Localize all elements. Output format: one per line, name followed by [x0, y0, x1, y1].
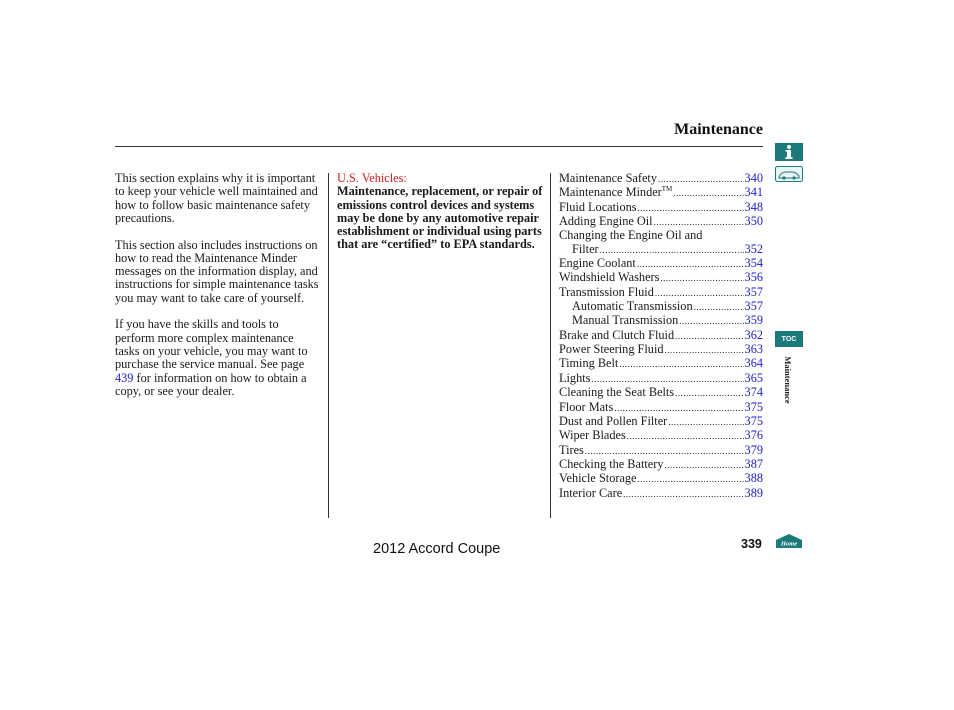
toc-entry-label: Filter: [572, 241, 599, 256]
notice-text: Maintenance, replacement, or repair of emissions control devices and systems may be done by any automotive repair establishment or individual using parts that are “certified” to EPA standards.: [337, 184, 543, 252]
toc-entry-page[interactable]: 379: [744, 442, 763, 457]
toc-entry-label: Fluid Locations: [559, 199, 637, 214]
toc-entry-label: Maintenance Safety: [559, 171, 657, 185]
toc-entry-page[interactable]: 375: [744, 413, 763, 428]
leader-dots: [637, 258, 744, 271]
page-number: 339: [741, 537, 762, 551]
toc-entry-page[interactable]: 357: [744, 284, 763, 299]
home-icon: [775, 533, 803, 549]
leader-dots: [655, 287, 744, 300]
leader-dots: [591, 373, 743, 386]
leader-dots: [600, 244, 744, 257]
page-link-439[interactable]: 439: [115, 370, 134, 385]
toc-entry-label: Wiper Blades: [559, 428, 626, 443]
leader-dots: [665, 459, 744, 472]
notice-label: U.S. Vehicles:: [337, 171, 407, 185]
leader-dots: [694, 301, 744, 314]
toc-entry[interactable]: [559, 201, 763, 215]
toc-entry-page[interactable]: 362: [744, 327, 763, 342]
toc-entry-label: Manual Transmission: [572, 313, 679, 328]
toc-entry-label: Automatic Transmission: [572, 299, 693, 314]
toc-entry-page[interactable]: 356: [744, 270, 763, 285]
toc-entry-label: Vehicle Storage: [559, 471, 637, 486]
toc-entry-page[interactable]: 374: [744, 385, 763, 400]
section-side-label: Maintenance: [783, 356, 793, 404]
leader-dots: [675, 330, 743, 343]
toc-entry-label: Lights: [559, 370, 591, 385]
info-icon: [775, 143, 803, 161]
header-rule: [115, 146, 763, 147]
intro-paragraph-1: This section explains why it is important to keep your vehicle well maintained and how to follow basic maintenance safety precautions.: [115, 171, 318, 225]
toc-entry-label: Timing Belt: [559, 356, 619, 371]
leader-dots: [660, 272, 743, 285]
toc-entry[interactable]: [559, 243, 763, 257]
leader-dots: [668, 416, 743, 429]
toc-entry-page[interactable]: 387: [744, 456, 763, 471]
notice-column: [337, 172, 547, 252]
toc-entry-page[interactable]: 357: [744, 299, 763, 314]
toc-entry-page[interactable]: 363: [744, 342, 763, 357]
leader-dots: [654, 216, 744, 229]
column-divider: [550, 173, 551, 518]
toc-entry[interactable]: [559, 186, 763, 200]
section-toc: [559, 172, 763, 501]
toc-entry[interactable]: [559, 472, 763, 486]
toc-entry-label: Adding Engine Oil: [559, 214, 653, 229]
vehicle-index-button[interactable]: [775, 166, 803, 182]
toc-entry-label: Tires: [559, 442, 584, 457]
leader-dots: [619, 358, 743, 371]
toc-entry-page[interactable]: 350: [744, 214, 763, 229]
toc-entry-page[interactable]: 376: [744, 428, 763, 443]
car-icon: [775, 166, 803, 182]
toc-entry-label: Interior Care: [559, 485, 623, 500]
toc-entry[interactable]: [559, 444, 763, 458]
intro-column: [115, 172, 320, 412]
toc-entry-label: Checking the Battery: [559, 456, 664, 471]
toc-entry-page[interactable]: 359: [744, 313, 763, 328]
toc-entry-page[interactable]: 352: [744, 241, 763, 256]
toc-entry[interactable]: [559, 286, 763, 300]
toc-entry-page[interactable]: 348: [744, 199, 763, 214]
toc-entry-page[interactable]: 365: [744, 370, 763, 385]
toc-entry: [559, 229, 763, 242]
leader-dots: [675, 387, 743, 400]
leader-dots: [623, 488, 743, 501]
page-title: Maintenance: [674, 121, 763, 138]
toc-entry-label: Cleaning the Seat Belts: [559, 385, 675, 400]
toc-button[interactable]: TOC: [775, 331, 803, 347]
toc-entry[interactable]: [559, 401, 763, 415]
toc-entry[interactable]: [559, 343, 763, 357]
toc-entry-page[interactable]: 354: [744, 256, 763, 271]
toc-entry-page[interactable]: 389: [744, 485, 763, 500]
toc-entry-label: Dust and Pollen Filter: [559, 413, 668, 428]
toc-entry-label: Changing the Engine Oil and: [559, 228, 703, 243]
leader-dots: [627, 430, 744, 443]
toc-entry-label: Transmission Fluid: [559, 284, 654, 299]
toc-entry-page[interactable]: 388: [744, 471, 763, 486]
toc-entry[interactable]: [559, 172, 763, 186]
toc-entry-label: Floor Mats: [559, 399, 614, 414]
toc-entry[interactable]: [559, 257, 763, 271]
toc-entry[interactable]: [559, 314, 763, 328]
toc-entry-page[interactable]: 341: [744, 185, 763, 200]
intro-paragraph-2: This section also includes instructions on how to read the Maintenance Minder messages on the information display, and instructions for simple maintenance tasks you may want to take care of yourself.: [115, 237, 319, 305]
toc-entry[interactable]: [559, 386, 763, 400]
toc-entry-label: Power Steering Fluid: [559, 342, 664, 357]
intro-paragraph-3-tail: for information on how to obtain a copy, or see your dealer.: [115, 370, 307, 398]
trademark-mark: TM: [661, 185, 673, 194]
toc-entry-page[interactable]: 364: [744, 356, 763, 371]
toc-entry-label: Windshield Washers: [559, 270, 660, 285]
home-button[interactable]: [775, 533, 803, 549]
column-divider: [328, 173, 329, 518]
toc-entry-label: Engine Coolant: [559, 256, 636, 271]
info-button[interactable]: [775, 143, 803, 161]
toc-entry-label: Brake and Clutch Fluid: [559, 327, 675, 342]
toc-entry[interactable]: [559, 487, 763, 501]
toc-entry-page[interactable]: 375: [744, 399, 763, 414]
toc-entry-page[interactable]: 340: [744, 171, 763, 185]
leader-dots: [673, 187, 743, 200]
leader-dots: [679, 315, 743, 328]
intro-paragraph-3: [115, 318, 320, 398]
leader-dots: [638, 473, 744, 486]
toc-entry-label: [559, 186, 672, 199]
home-label: Home: [780, 540, 798, 548]
leader-dots: [585, 445, 744, 458]
toc-entry[interactable]: [559, 329, 763, 343]
toc-entry[interactable]: [559, 415, 763, 429]
footer-model-name: 2012 Accord Coupe: [373, 541, 501, 557]
toc-entry[interactable]: [559, 429, 763, 443]
toc-entry[interactable]: [559, 215, 763, 229]
toc-entry[interactable]: [559, 300, 763, 314]
toc-entry-label-text: Maintenance Minder: [559, 185, 662, 200]
toc-entry[interactable]: [559, 271, 763, 285]
toc-entry[interactable]: [559, 372, 763, 386]
toc-entry[interactable]: [559, 458, 763, 472]
intro-paragraph-3-text: If you have the skills and tools to perform more complex maintenance tasks on your vehicle, you may want to purchase the service manual. See page: [115, 317, 308, 372]
leader-dots: [638, 202, 744, 215]
leader-dots: [665, 344, 744, 357]
leader-dots: [614, 402, 743, 415]
toc-entry[interactable]: [559, 357, 763, 371]
